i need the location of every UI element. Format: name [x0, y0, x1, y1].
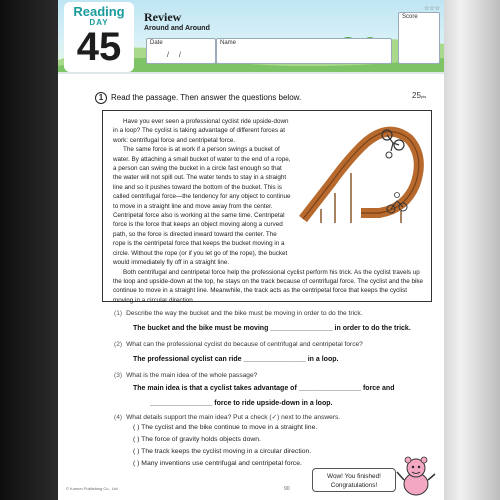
date-label: Date	[150, 40, 163, 46]
header-divider	[58, 72, 444, 74]
book-binding-shadow	[0, 0, 58, 500]
day-label: DAY	[89, 18, 109, 27]
question-4	[114, 413, 340, 421]
passage-paragraph-3: Both centrifugal and centripetal force help the professional cyclist perform his trick. As the cyclist travels up the loop and upside-down at the top, he stays on the track because of centrifugal force. The cyclist and the bike continue to move in a straight line. Meanwhile, the track acts as the centripetal force that keeps the cyclist moving in a circular direction.	[113, 268, 424, 304]
score-label: Score	[402, 14, 418, 20]
answer-line-3b[interactable]: ________________ force to ride upside-down in a loop.	[150, 400, 333, 407]
check-option-1[interactable]: ( ) The cyclist and the bike continue to move in a straight line.	[133, 424, 318, 431]
check-option-2[interactable]: ( ) The force of gravity holds objects down.	[133, 436, 261, 443]
workbook-page	[58, 0, 444, 500]
answer-line-2[interactable]: The professional cyclist can ride ________________ in a loop.	[133, 356, 339, 363]
date-field[interactable]	[146, 38, 216, 64]
question-3	[114, 372, 257, 379]
reading-passage	[102, 110, 432, 302]
passage-paragraph-1: Have you ever seen a professional cyclist ride upside-down in a loop? The cyclist is taking advantage of different forces at work: centrifugal force and centripetal force.	[113, 118, 289, 144]
points-value	[412, 91, 426, 100]
check-option-4[interactable]: ( ) Many inventions use centrifugal and centripetal force.	[133, 460, 302, 467]
passage-paragraph-2: The same force is at work if a person swings a bucket of water. By attaching a small bucket of water to the end of a rope, a person can swing the bucket in a circle fast enough so that the water will not spill out. The water tends to stay in a straight line and so it pushes toward the bottom of the bucket. This is called centrifugal force—the tendency for any object to continue to move in a straight line and move away from the center. Centripetal force also is working at the same time. Centripetal force is the force that keeps an object moving along a curved path, so the force is directed inward toward the center. The rope is the centripetal force that keeps the bucket moving in a circle. Without the rope (or if you let go of the rope), the bucket would immediately fly off in a straight line.	[113, 146, 291, 267]
page-subtitle: Around and Around	[144, 25, 210, 32]
points-number: 25	[412, 91, 421, 100]
subject-label: Reading	[73, 4, 125, 19]
question-number: (2)	[114, 341, 123, 348]
score-field[interactable]	[398, 12, 440, 64]
question-1	[114, 310, 362, 317]
question-text: What is the main idea of the whole passage?	[126, 372, 258, 379]
points-unit: pts	[420, 94, 427, 99]
question-text: Describe the way the bucket and the bike must be moving in order to do the trick.	[126, 310, 363, 317]
page-title: Review	[144, 10, 182, 24]
question-number: (1)	[114, 310, 123, 317]
question-number: (3)	[114, 372, 123, 379]
finished-line-1: Wow! You finished!	[327, 473, 381, 480]
star-rating-icon: ☆☆☆	[423, 5, 440, 12]
answer-line-3[interactable]: The main idea is that a cyclist takes advantage of ________________ force and	[133, 385, 395, 392]
question-number: (4)	[114, 414, 123, 421]
date-value: / /	[167, 52, 185, 59]
finished-message	[312, 468, 396, 492]
question-2	[114, 341, 363, 348]
day-number: 45	[76, 25, 122, 69]
exercise-instruction: Read the passage. Then answer the questions below.	[111, 93, 302, 102]
day-badge	[64, 2, 134, 72]
name-field[interactable]	[216, 38, 392, 64]
question-text: What can the professional cyclist do because of centrifugal and centripetal force?	[126, 341, 363, 348]
question-text: What details support the main idea? Put a check (✓) next to the answers.	[126, 414, 341, 421]
finished-line-2: Congratulations!	[330, 482, 378, 489]
page-number: 90	[284, 486, 290, 492]
name-label: Name	[220, 40, 237, 46]
mascot-icon	[394, 452, 438, 498]
page-edge	[444, 0, 500, 500]
exercise-number: 1	[95, 92, 107, 104]
copyright-text: © Kumon Publishing Co., Ltd.	[66, 486, 119, 491]
check-option-3[interactable]: ( ) The track keeps the cyclist moving in a circular direction.	[133, 448, 312, 455]
answer-line-1[interactable]: The bucket and the bike must be moving ________________ in order to do the trick.	[133, 325, 411, 332]
header-banner	[58, 0, 444, 72]
passage-text	[113, 117, 425, 305]
